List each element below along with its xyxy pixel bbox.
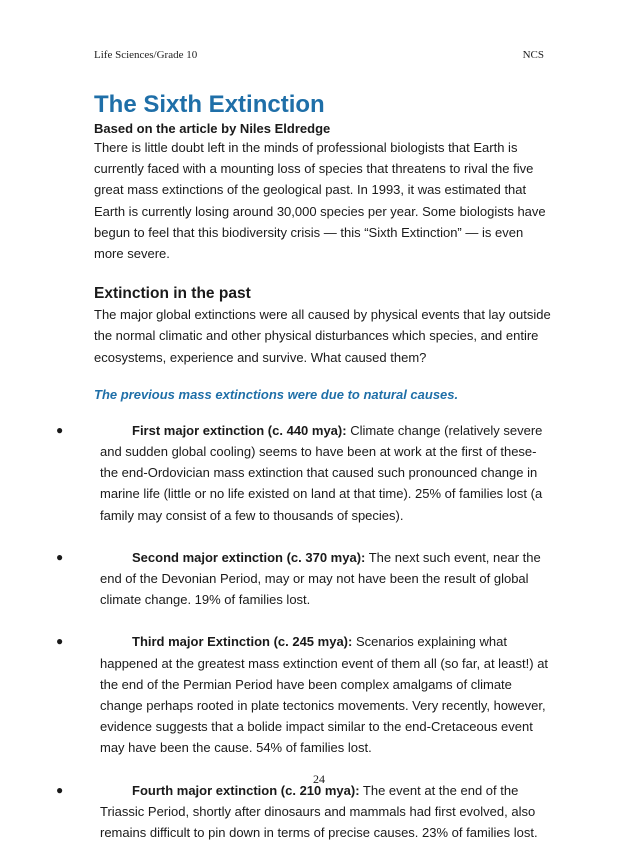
list-item: [56, 420, 554, 526]
intro-paragraph: There is little doubt left in the minds of professional biologists that Earth is currently faced with a mounting loss of species that threatens to rival the five great mass extinctions of the geological past. In 1993, it was estimated that Earth is currently losing around 30,000 species per year. Some biologists have begun to feel that this biodiversity crisis — this “Sixth Extinction” — is even more severe.: [94, 140, 546, 262]
section-paragraph: The major global extinctions were all caused by physical events that lay outside the normal climatic and other physical disturbances which species, and entire ecosystems, experience and survive. What caused them?: [94, 307, 551, 365]
section-subheading: The previous mass extinctions were due to natural causes.: [94, 386, 459, 402]
event-text: Climate change (relatively severe and sudden global cooling) seems to have been at work at the first of these-the end-Ordovician mass extinction that caused such pronounced change in marine life (little or no life existed on land at that time). 25% of families lost (a family may consist of a few to thousands of species).: [100, 422, 543, 523]
section-heading: Extinction in the past: [94, 285, 251, 303]
event-text: The next such event, near the end of the Devonian Period, may or may not have been the result of global climate change. 19% of families lost.: [100, 549, 541, 608]
bullet-icon: ●: [56, 782, 64, 797]
page-title: The Sixth Extinction: [94, 91, 325, 118]
bullet-icon: ●: [56, 549, 64, 564]
page-number: 24: [313, 772, 325, 786]
header-course: Life Sciences/Grade 10: [94, 49, 198, 61]
bullet-icon: ●: [56, 634, 64, 649]
event-text: Scenarios explaining what happened at the greatest mass extinction event of them all (so far, at least!) at the end of the Permian Period have been complex amalgams of climate change perhaps rooted in plate tectonics movements. Very recently, however, evidence suggests that a bolide impact similar to the end-Cretaceous event may have been the cause. 54% of families lost.: [100, 634, 549, 756]
byline: Based on the article by Niles Eldredge: [94, 121, 331, 136]
event-text: The event at the end of the Triassic Period, shortly after dinosaurs and mammals had first evolved, also remains difficult to pin down in terms of precise causes. 23% of families lost.: [100, 782, 538, 841]
event-label: First major extinction (c. 440 mya):: [132, 422, 347, 438]
event-label: Fourth major extinction (c. 210 mya):: [132, 782, 360, 798]
list-item: [56, 780, 554, 844]
list-item: [56, 547, 554, 611]
event-label: Second major extinction (c. 370 mya):: [132, 549, 366, 565]
list-item: [56, 631, 554, 758]
header-curriculum: NCS: [522, 49, 544, 61]
article: [56, 90, 554, 864]
bullet-icon: ●: [56, 422, 64, 437]
event-label: Third major Extinction (c. 245 mya):: [132, 634, 353, 650]
